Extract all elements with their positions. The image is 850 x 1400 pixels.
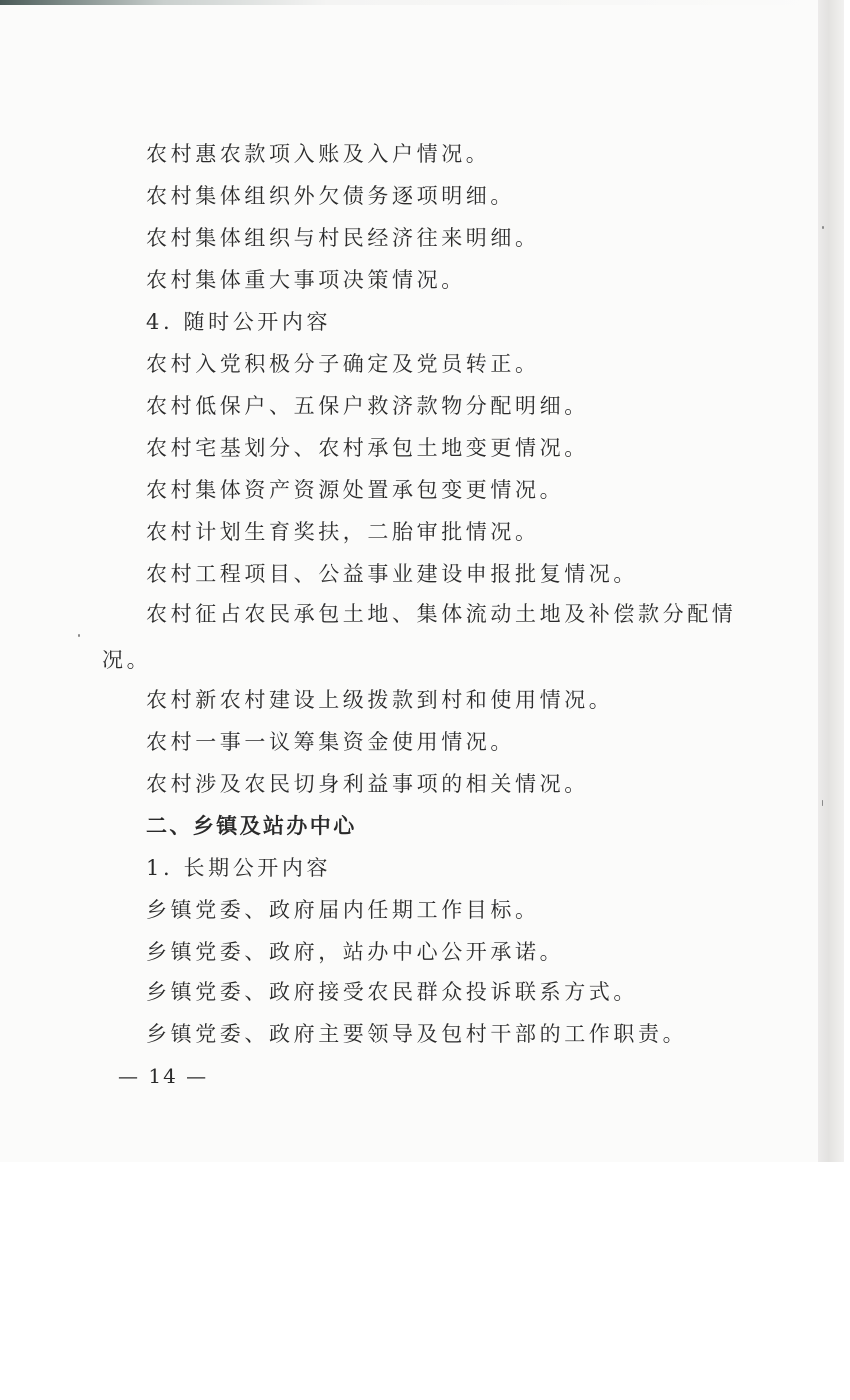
body-line: 农村低保户、五保户救济款物分配明细。 <box>146 394 589 418</box>
body-line: 农村惠农款项入账及入户情况。 <box>146 142 491 166</box>
body-line: 农村集体组织与村民经济往来明细。 <box>146 226 540 250</box>
body-line: 农村计划生育奖扶，二胎审批情况。 <box>146 520 540 544</box>
body-line: 农村涉及农民切身利益事项的相关情况。 <box>146 772 589 796</box>
body-line: 农村新农村建设上级拨款到村和使用情况。 <box>146 688 614 712</box>
body-line: 乡镇党委、政府，站办中心公开承诺。 <box>146 940 565 964</box>
body-line: 农村集体资产资源处置承包变更情况。 <box>146 478 565 502</box>
body-line: 乡镇党委、政府届内任期工作目标。 <box>146 898 540 922</box>
scan-dust-mark <box>822 226 824 229</box>
body-line: 农村征占农民承包土地、集体流动土地及补偿款分配情 <box>146 602 737 626</box>
body-line: 乡镇党委、政府接受农民群众投诉联系方式。 <box>146 980 638 1004</box>
body-line: 农村入党积极分子确定及党员转正。 <box>146 352 540 376</box>
section-heading: 二、乡镇及站办中心 <box>146 814 357 838</box>
page-number: — 14 — <box>118 1064 209 1088</box>
body-line: 农村集体重大事项决策情况。 <box>146 268 466 292</box>
body-line: 乡镇党委、政府主要领导及包村干部的工作职责。 <box>146 1022 688 1046</box>
scan-top-shadow <box>0 0 818 5</box>
scan-dust-mark <box>822 800 823 806</box>
scan-right-edge <box>818 0 844 1162</box>
body-line: 农村工程项目、公益事业建设申报批复情况。 <box>146 562 638 586</box>
body-line: 农村一事一议筹集资金使用情况。 <box>146 730 515 754</box>
body-line: 农村宅基划分、农村承包土地变更情况。 <box>146 436 589 460</box>
body-line: 农村集体组织外欠债务逐项明细。 <box>146 184 515 208</box>
subsection-heading: 4. 随时公开内容 <box>146 310 332 334</box>
body-line-continuation: 况。 <box>102 648 152 672</box>
scan-dust-mark <box>78 634 80 637</box>
subsection-heading: 1. 长期公开内容 <box>146 856 332 880</box>
